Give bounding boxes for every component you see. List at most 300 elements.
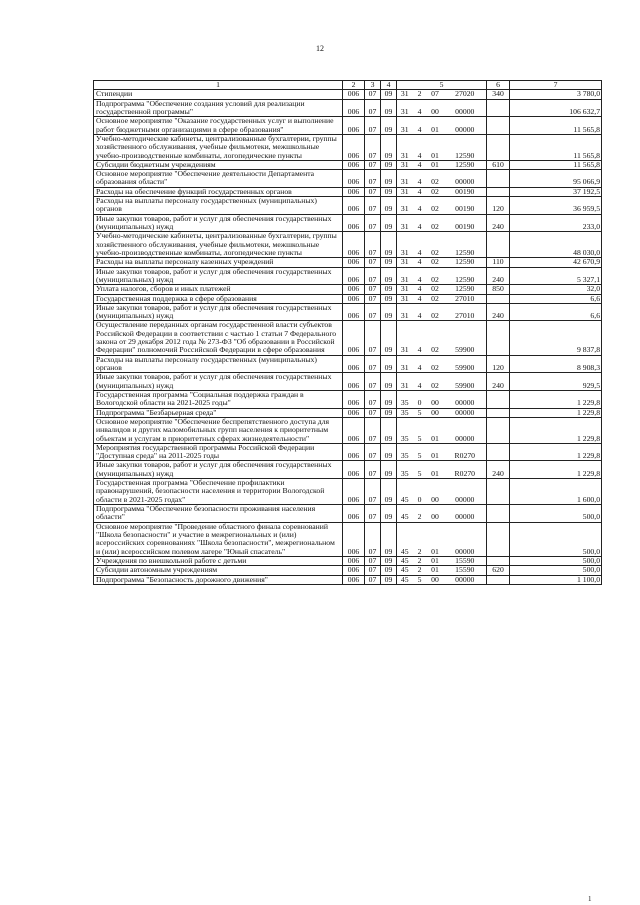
- row-subprogram-code: 4: [413, 187, 427, 196]
- row-program-code: 35: [397, 390, 413, 408]
- header-cell-1: 1: [94, 81, 343, 90]
- row-admin-code: 006: [343, 258, 365, 267]
- row-subsection: 09: [381, 505, 397, 523]
- row-direction-code: 12590: [444, 267, 487, 285]
- row-name: Расходы на выплаты персоналу государственных (муниципальных) органов: [94, 197, 343, 215]
- row-activity-code: 02: [427, 285, 444, 294]
- row-program-code: 31: [397, 267, 413, 285]
- row-admin-code: 006: [343, 522, 365, 556]
- row-admin-code: 006: [343, 232, 365, 258]
- row-name: Основное мероприятие "Обеспечение деятельности Департамента образования области": [94, 170, 343, 188]
- row-admin-code: 006: [343, 355, 365, 373]
- row-subsection: 09: [381, 187, 397, 196]
- row-amount: 5 327,1: [510, 267, 602, 285]
- row-admin-code: 006: [343, 294, 365, 303]
- row-amount: 1 100,0: [510, 575, 602, 584]
- row-section: 07: [365, 160, 381, 169]
- row-program-code: 45: [397, 566, 413, 575]
- row-admin-code: 006: [343, 99, 365, 117]
- row-name: Расходы на выплаты персоналу казенных учреждений: [94, 258, 343, 267]
- row-expense-type: 110: [487, 258, 510, 267]
- row-program-code: 45: [397, 505, 413, 523]
- row-activity-code: 00: [427, 99, 444, 117]
- row-program-code: 31: [397, 134, 413, 160]
- row-amount: 6,6: [510, 294, 602, 303]
- row-direction-code: 00190: [444, 197, 487, 215]
- row-direction-code: 59900: [444, 373, 487, 391]
- row-subprogram-code: 2: [413, 90, 427, 99]
- table-row: [94, 258, 602, 267]
- row-subsection: 09: [381, 461, 397, 479]
- row-name: Основное мероприятие "Проведение областного финала соревнований "Школа безопасности" и участие в межрегиональных и (или) всероссийских соревнованиях "Школа безопасности", межрегиональном и (или) всероссийском полевом лагере "Юный спасатель": [94, 522, 343, 556]
- row-amount: 36 959,5: [510, 197, 602, 215]
- row-amount: 106 632,7: [510, 99, 602, 117]
- row-section: 07: [365, 267, 381, 285]
- table-row: [94, 408, 602, 417]
- row-program-code: 35: [397, 461, 413, 479]
- row-activity-code: 01: [427, 566, 444, 575]
- table-row: [94, 566, 602, 575]
- row-subprogram-code: 2: [413, 556, 427, 565]
- row-subprogram-code: 4: [413, 321, 427, 355]
- row-subsection: 09: [381, 214, 397, 232]
- row-amount: 32,0: [510, 285, 602, 294]
- row-subprogram-code: 4: [413, 214, 427, 232]
- header-cell-2: 2: [343, 81, 365, 90]
- row-expense-type: [487, 408, 510, 417]
- row-section: 07: [365, 232, 381, 258]
- row-name: Осуществление переданных органам государственной власти субъектов Российской Федерации в соответствии с частью 1 статьи 7 Федерального закона от 29 декабря 2012 года № 273-ФЗ "Об образовании в Российской Федерации" полномочий Российской Федерации в сфере образования: [94, 321, 343, 355]
- row-subsection: 09: [381, 134, 397, 160]
- table-row: [94, 575, 602, 584]
- row-section: 07: [365, 321, 381, 355]
- row-subsection: 09: [381, 160, 397, 169]
- row-subsection: 09: [381, 556, 397, 565]
- row-activity-code: 02: [427, 294, 444, 303]
- row-direction-code: 12590: [444, 285, 487, 294]
- row-subprogram-code: 4: [413, 355, 427, 373]
- row-expense-type: 120: [487, 197, 510, 215]
- row-name: Стипендии: [94, 90, 343, 99]
- row-program-code: 45: [397, 556, 413, 565]
- row-section: 07: [365, 294, 381, 303]
- row-subprogram-code: 0: [413, 479, 427, 505]
- row-amount: 500,0: [510, 556, 602, 565]
- row-admin-code: 006: [343, 117, 365, 135]
- row-program-code: 31: [397, 258, 413, 267]
- table-row: [94, 117, 602, 135]
- row-section: 07: [365, 214, 381, 232]
- table-row: [94, 461, 602, 479]
- row-subprogram-code: 4: [413, 373, 427, 391]
- row-amount: 8 908,3: [510, 355, 602, 373]
- row-subsection: 09: [381, 355, 397, 373]
- row-subsection: 09: [381, 303, 397, 321]
- row-name: Подпрограмма "Обеспечение создания условий для реализации государственной программы": [94, 99, 343, 117]
- row-name: Подпрограмма "Безбарьерная среда": [94, 408, 343, 417]
- row-name: Уплата налогов, сборов и иных платежей: [94, 285, 343, 294]
- row-expense-type: [487, 294, 510, 303]
- row-subsection: 09: [381, 267, 397, 285]
- table-row: [94, 479, 602, 505]
- table-row: [94, 285, 602, 294]
- table-row: [94, 417, 602, 443]
- row-name: Государственная поддержка в сфере образования: [94, 294, 343, 303]
- table-row: [94, 90, 602, 99]
- row-amount: 1 229,8: [510, 408, 602, 417]
- row-activity-code: 02: [427, 197, 444, 215]
- header-cell-3: 3: [365, 81, 381, 90]
- row-subprogram-code: 0: [413, 390, 427, 408]
- table-row: [94, 522, 602, 556]
- row-direction-code: 00000: [444, 479, 487, 505]
- row-subsection: 09: [381, 443, 397, 461]
- row-program-code: 45: [397, 479, 413, 505]
- row-name: Мероприятия государственной программы Российской Федерации "Доступная среда" на 2011-2025 годы: [94, 443, 343, 461]
- row-amount: 1 600,0: [510, 479, 602, 505]
- row-expense-type: 240: [487, 267, 510, 285]
- row-expense-type: [487, 390, 510, 408]
- row-section: 07: [365, 187, 381, 196]
- row-direction-code: 12590: [444, 258, 487, 267]
- row-subprogram-code: 4: [413, 117, 427, 135]
- row-activity-code: 01: [427, 117, 444, 135]
- row-amount: 1 229,8: [510, 461, 602, 479]
- row-direction-code: 00000: [444, 117, 487, 135]
- row-activity-code: 01: [427, 443, 444, 461]
- row-subprogram-code: 4: [413, 197, 427, 215]
- row-activity-code: 01: [427, 522, 444, 556]
- row-amount: 95 066,9: [510, 170, 602, 188]
- table-row: [94, 170, 602, 188]
- row-program-code: 31: [397, 197, 413, 215]
- row-section: 07: [365, 479, 381, 505]
- row-direction-code: 00000: [444, 522, 487, 556]
- row-expense-type: [487, 505, 510, 523]
- row-amount: 42 670,9: [510, 258, 602, 267]
- row-subprogram-code: 4: [413, 294, 427, 303]
- row-expense-type: 610: [487, 160, 510, 169]
- row-subprogram-code: 5: [413, 417, 427, 443]
- row-expense-type: [487, 232, 510, 258]
- page-number: 12: [316, 44, 324, 53]
- row-name: Основное мероприятие "Оказание государственных услуг и выполнение работ бюджетными организациями в сфере образования": [94, 117, 343, 135]
- row-subsection: 09: [381, 294, 397, 303]
- row-admin-code: 006: [343, 566, 365, 575]
- row-activity-code: 01: [427, 417, 444, 443]
- row-activity-code: 00: [427, 575, 444, 584]
- row-subsection: 09: [381, 390, 397, 408]
- row-amount: 37 192,5: [510, 187, 602, 196]
- row-expense-type: 120: [487, 355, 510, 373]
- row-name: Учебно-методические кабинеты, централизованные бухгалтерии, группы хозяйственного обслуживания, учебные фильмотеки, межшкольные учебно-производственные комбинаты, логопедические пункты: [94, 232, 343, 258]
- row-subprogram-code: 5: [413, 443, 427, 461]
- row-amount: 500,0: [510, 522, 602, 556]
- row-section: 07: [365, 522, 381, 556]
- row-admin-code: 006: [343, 187, 365, 196]
- row-program-code: 31: [397, 187, 413, 196]
- row-admin-code: 006: [343, 214, 365, 232]
- row-direction-code: 00000: [444, 390, 487, 408]
- row-admin-code: 006: [343, 160, 365, 169]
- row-program-code: 45: [397, 575, 413, 584]
- row-subprogram-code: 4: [413, 258, 427, 267]
- row-direction-code: 00000: [444, 505, 487, 523]
- row-name: Государственная программа "Социальная поддержка граждан в Вологодской области на 2021-2025 годы": [94, 390, 343, 408]
- table-row: [94, 197, 602, 215]
- row-activity-code: 02: [427, 170, 444, 188]
- row-section: 07: [365, 99, 381, 117]
- row-expense-type: [487, 575, 510, 584]
- row-amount: 6,6: [510, 303, 602, 321]
- header-cell-4: 4: [381, 81, 397, 90]
- row-name: Расходы на обеспечение функций государственных органов: [94, 187, 343, 196]
- row-admin-code: 006: [343, 285, 365, 294]
- row-expense-type: 240: [487, 373, 510, 391]
- row-subsection: 09: [381, 408, 397, 417]
- row-program-code: 31: [397, 303, 413, 321]
- row-admin-code: 006: [343, 321, 365, 355]
- row-section: 07: [365, 197, 381, 215]
- row-subprogram-code: 4: [413, 134, 427, 160]
- row-subsection: 09: [381, 258, 397, 267]
- row-subsection: 09: [381, 373, 397, 391]
- row-subsection: 09: [381, 99, 397, 117]
- row-subsection: 09: [381, 90, 397, 99]
- row-subsection: 09: [381, 285, 397, 294]
- row-program-code: 31: [397, 373, 413, 391]
- row-direction-code: 27020: [444, 90, 487, 99]
- table-row: [94, 214, 602, 232]
- row-subprogram-code: 2: [413, 522, 427, 556]
- row-subprogram-code: 5: [413, 408, 427, 417]
- row-expense-type: 240: [487, 461, 510, 479]
- row-subprogram-code: 5: [413, 461, 427, 479]
- row-amount: 9 837,8: [510, 321, 602, 355]
- row-subsection: 09: [381, 232, 397, 258]
- header-cell-7: 7: [510, 81, 602, 90]
- row-program-code: 35: [397, 408, 413, 417]
- row-name: Подпрограмма "Безопасность дорожного движения": [94, 575, 343, 584]
- row-subsection: 09: [381, 170, 397, 188]
- row-section: 07: [365, 285, 381, 294]
- row-subsection: 09: [381, 575, 397, 584]
- row-subprogram-code: 4: [413, 303, 427, 321]
- row-name: Государственная программа "Обеспечение профилактики правонарушений, безопасности населения и территории Вологодской области в 2021-2025 годах": [94, 479, 343, 505]
- row-name: Иные закупки товаров, работ и услуг для обеспечения государственных (муниципальных) нужд: [94, 373, 343, 391]
- row-expense-type: 850: [487, 285, 510, 294]
- row-direction-code: 12590: [444, 160, 487, 169]
- row-admin-code: 006: [343, 373, 365, 391]
- header-cell-5: 5: [397, 81, 487, 90]
- row-expense-type: [487, 522, 510, 556]
- row-subsection: 09: [381, 417, 397, 443]
- row-admin-code: 006: [343, 443, 365, 461]
- row-section: 07: [365, 390, 381, 408]
- row-activity-code: 00: [427, 390, 444, 408]
- row-name: Субсидии автономным учреждениям: [94, 566, 343, 575]
- row-section: 07: [365, 556, 381, 565]
- row-program-code: 31: [397, 321, 413, 355]
- row-direction-code: R0270: [444, 443, 487, 461]
- row-activity-code: 01: [427, 134, 444, 160]
- table-row: [94, 303, 602, 321]
- row-amount: 233,0: [510, 214, 602, 232]
- row-subsection: 09: [381, 197, 397, 215]
- row-activity-code: 02: [427, 187, 444, 196]
- row-activity-code: 02: [427, 373, 444, 391]
- row-name: Подпрограмма "Обеспечение безопасности проживания населения области": [94, 505, 343, 523]
- row-subprogram-code: 2: [413, 505, 427, 523]
- row-amount: 1 229,8: [510, 390, 602, 408]
- row-name: Иные закупки товаров, работ и услуг для обеспечения государственных (муниципальных) нужд: [94, 461, 343, 479]
- table-row: [94, 443, 602, 461]
- row-direction-code: 00000: [444, 99, 487, 117]
- row-admin-code: 006: [343, 197, 365, 215]
- row-name: Субсидии бюджетным учреждениям: [94, 160, 343, 169]
- row-expense-type: 240: [487, 214, 510, 232]
- corner-mark: 1: [588, 895, 592, 903]
- row-section: 07: [365, 575, 381, 584]
- row-expense-type: [487, 117, 510, 135]
- row-subprogram-code: 4: [413, 99, 427, 117]
- row-subsection: 09: [381, 522, 397, 556]
- row-program-code: 31: [397, 232, 413, 258]
- row-direction-code: 00000: [444, 575, 487, 584]
- table-row: [94, 355, 602, 373]
- row-section: 07: [365, 117, 381, 135]
- row-section: 07: [365, 461, 381, 479]
- row-section: 07: [365, 443, 381, 461]
- row-direction-code: 27010: [444, 303, 487, 321]
- row-admin-code: 006: [343, 390, 365, 408]
- row-amount: 1 229,8: [510, 443, 602, 461]
- row-activity-code: 02: [427, 355, 444, 373]
- row-program-code: 35: [397, 443, 413, 461]
- row-admin-code: 006: [343, 170, 365, 188]
- row-admin-code: 006: [343, 505, 365, 523]
- row-section: 07: [365, 355, 381, 373]
- row-program-code: 31: [397, 90, 413, 99]
- row-activity-code: 02: [427, 214, 444, 232]
- row-expense-type: 340: [487, 90, 510, 99]
- row-admin-code: 006: [343, 479, 365, 505]
- table-row: [94, 321, 602, 355]
- row-subsection: 09: [381, 321, 397, 355]
- row-program-code: 31: [397, 117, 413, 135]
- row-activity-code: 02: [427, 303, 444, 321]
- budget-table: [93, 80, 602, 585]
- row-admin-code: 006: [343, 556, 365, 565]
- row-subsection: 09: [381, 117, 397, 135]
- row-program-code: 31: [397, 170, 413, 188]
- row-program-code: 31: [397, 99, 413, 117]
- row-program-code: 31: [397, 355, 413, 373]
- row-admin-code: 006: [343, 90, 365, 99]
- row-amount: 11 565,8: [510, 117, 602, 135]
- row-direction-code: 00190: [444, 187, 487, 196]
- row-program-code: 45: [397, 522, 413, 556]
- row-subsection: 09: [381, 479, 397, 505]
- row-direction-code: 15590: [444, 556, 487, 565]
- row-activity-code: 02: [427, 321, 444, 355]
- row-subprogram-code: 5: [413, 575, 427, 584]
- row-expense-type: [487, 321, 510, 355]
- table-row: [94, 505, 602, 523]
- row-amount: 3 780,0: [510, 90, 602, 99]
- row-section: 07: [365, 90, 381, 99]
- row-direction-code: 00000: [444, 170, 487, 188]
- row-direction-code: 27010: [444, 294, 487, 303]
- row-amount: 11 565,8: [510, 160, 602, 169]
- row-amount: 11 565,8: [510, 134, 602, 160]
- row-program-code: 31: [397, 285, 413, 294]
- row-subprogram-code: 4: [413, 267, 427, 285]
- row-amount: 1 229,8: [510, 417, 602, 443]
- row-admin-code: 006: [343, 267, 365, 285]
- row-expense-type: [487, 99, 510, 117]
- row-program-code: 31: [397, 214, 413, 232]
- row-direction-code: 15590: [444, 566, 487, 575]
- row-subprogram-code: 4: [413, 285, 427, 294]
- row-subsection: 09: [381, 566, 397, 575]
- row-section: 07: [365, 170, 381, 188]
- table-row: [94, 390, 602, 408]
- row-name: Иные закупки товаров, работ и услуг для обеспечения государственных (муниципальных) нужд: [94, 303, 343, 321]
- row-admin-code: 006: [343, 417, 365, 443]
- row-amount: 48 030,0: [510, 232, 602, 258]
- row-section: 07: [365, 417, 381, 443]
- row-name: Учебно-методические кабинеты, централизованные бухгалтерии, группы хозяйственного обслуживания, учебные фильмотеки, межшкольные учебно-производственные комбинаты, логопедические пункты: [94, 134, 343, 160]
- row-program-code: 35: [397, 417, 413, 443]
- row-section: 07: [365, 373, 381, 391]
- row-section: 07: [365, 303, 381, 321]
- header-cell-6: 6: [487, 81, 510, 90]
- row-expense-type: [487, 134, 510, 160]
- row-name: Иные закупки товаров, работ и услуг для обеспечения государственных (муниципальных) нужд: [94, 267, 343, 285]
- row-section: 07: [365, 566, 381, 575]
- row-amount: 500,0: [510, 505, 602, 523]
- row-direction-code: 59900: [444, 321, 487, 355]
- row-expense-type: 240: [487, 303, 510, 321]
- table-row: [94, 267, 602, 285]
- row-amount: 929,5: [510, 373, 602, 391]
- row-activity-code: 01: [427, 461, 444, 479]
- row-activity-code: 02: [427, 258, 444, 267]
- row-subprogram-code: 4: [413, 160, 427, 169]
- row-expense-type: [487, 443, 510, 461]
- row-program-code: 31: [397, 294, 413, 303]
- row-activity-code: 00: [427, 479, 444, 505]
- row-activity-code: 07: [427, 90, 444, 99]
- row-admin-code: 006: [343, 303, 365, 321]
- row-admin-code: 006: [343, 575, 365, 584]
- row-activity-code: 00: [427, 505, 444, 523]
- row-admin-code: 006: [343, 461, 365, 479]
- row-expense-type: [487, 187, 510, 196]
- row-admin-code: 006: [343, 134, 365, 160]
- row-name: Иные закупки товаров, работ и услуг для обеспечения государственных (муниципальных) нужд: [94, 214, 343, 232]
- row-subprogram-code: 4: [413, 170, 427, 188]
- row-section: 07: [365, 134, 381, 160]
- row-program-code: 31: [397, 160, 413, 169]
- row-activity-code: 01: [427, 556, 444, 565]
- row-direction-code: 12590: [444, 134, 487, 160]
- row-activity-code: 02: [427, 267, 444, 285]
- table-row: [94, 232, 602, 258]
- row-direction-code: 00190: [444, 214, 487, 232]
- row-section: 07: [365, 258, 381, 267]
